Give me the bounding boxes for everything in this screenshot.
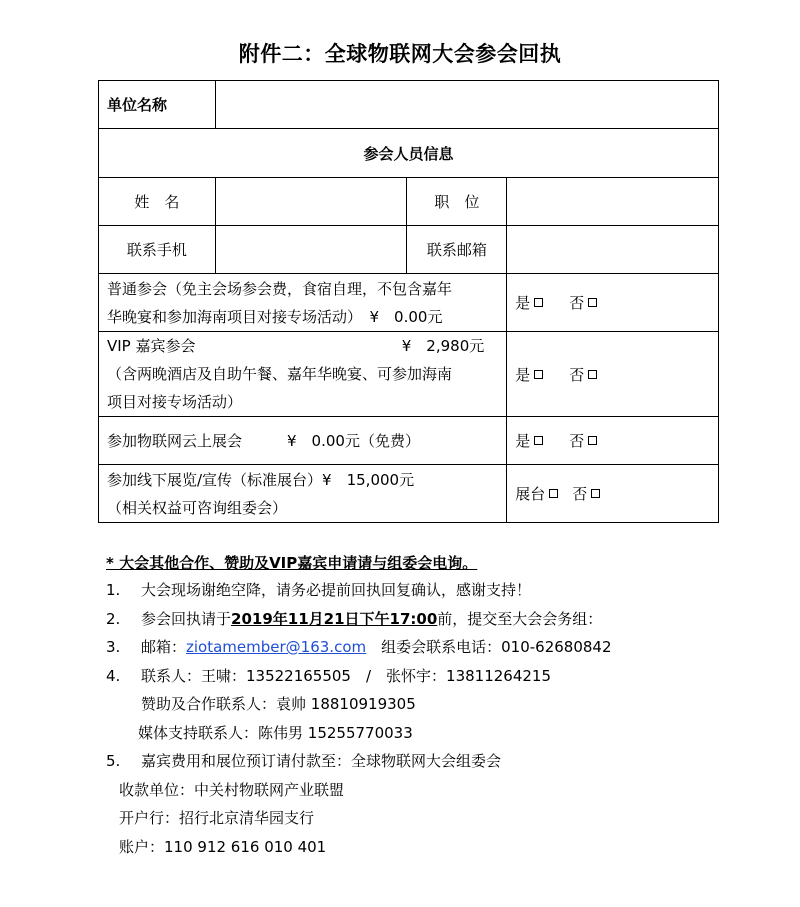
account-info: 账户：110 912 616 010 401 (119, 837, 327, 856)
option-regular-line2: 华晚宴和参加海南项目对接专场活动） ¥ 0.00元 (107, 307, 443, 326)
option-vip-name: VIP 嘉宾参会 (107, 337, 196, 355)
note-item-4 (106, 662, 612, 691)
yes-label: 是 (515, 432, 531, 450)
note-item-3 (106, 633, 612, 662)
name-field[interactable] (215, 178, 407, 226)
option-vip (99, 332, 507, 417)
yes-label: 是 (515, 365, 531, 384)
media-contact: 媒体支持联系人：陈伟男 15255770033 (138, 723, 413, 742)
phone-field[interactable] (215, 226, 407, 274)
checkbox-no[interactable] (591, 489, 600, 498)
note-text: 前，提交至大会会务组： (437, 609, 603, 628)
note-item-1 (106, 576, 612, 605)
booth-label: 展台 (515, 485, 546, 503)
option-regular-line1: 普通参会（免主会场参会费，食宿自理，不包含嘉年 (107, 279, 453, 298)
notes-section (106, 552, 612, 861)
option-regular-choice (507, 274, 719, 332)
note-text: 大会现场谢绝空降，请务必提前回执回复确认，感谢支持！ (141, 581, 532, 599)
name-label: 姓 名 (99, 178, 216, 226)
note-text: 嘉宾费用和展位预订请付款至：全球物联网大会组委会 (141, 752, 502, 770)
yes-label: 是 (515, 294, 531, 312)
note-number: 1. (106, 581, 121, 599)
checkbox-no[interactable] (588, 298, 597, 307)
note-number: 2. (106, 609, 121, 628)
checkbox-no[interactable] (588, 370, 597, 379)
option-vip-line3: 项目对接专场活动） (107, 393, 243, 411)
unit-name-label: 单位名称 (99, 81, 216, 129)
position-field[interactable] (507, 178, 719, 226)
bank-info: 开户行：招行北京清华园支行 (119, 809, 315, 827)
note-text: 参会回执请于 (141, 609, 232, 628)
note-item-5 (106, 747, 612, 776)
note-number: 5. (106, 752, 121, 770)
checkbox-yes[interactable] (534, 436, 543, 445)
sponsor-contact: 赞助及合作联系人：袁帅 18810919305 (141, 695, 416, 713)
note-text: 邮箱： (141, 638, 187, 656)
option-offline (99, 465, 507, 523)
checkbox-yes[interactable] (534, 298, 543, 307)
option-offline-choice (507, 465, 719, 523)
option-online-choice (507, 417, 719, 465)
no-label: 否 (569, 365, 585, 384)
note-number: 3. (106, 638, 121, 656)
registration-form (98, 80, 719, 523)
option-offline-line1: 参加线下展览/宣传（标准展台）¥ 15,000元 (107, 470, 415, 489)
phone-label: 联系手机 (99, 226, 216, 274)
option-offline-line2: （相关权益可咨询组委会） (107, 498, 288, 517)
position-label: 职 位 (407, 178, 507, 226)
option-vip-price: ¥ 2,980元 (401, 337, 485, 355)
option-vip-choice (507, 332, 719, 417)
attendee-section-title: 参会人员信息 (99, 129, 719, 178)
no-label: 否 (572, 485, 588, 503)
email-label: 联系邮箱 (407, 226, 507, 274)
option-online (99, 417, 507, 465)
checkbox-booth[interactable] (549, 489, 558, 498)
payee-info: 收款单位：中关村物联网产业联盟 (119, 780, 345, 799)
option-vip-line2: （含两晚酒店及自助午餐、嘉年华晚宴、可参加海南 (107, 365, 453, 383)
page-title: 附件二：全球物联网大会参会回执 (238, 42, 562, 66)
note-text: 联系人：王啸：13522165505 / 张怀宇：13811264215 (141, 666, 552, 685)
option-online-line1: 参加物联网云上展会 ¥ 0.00元（免费） (107, 431, 420, 450)
note-item-2 (106, 605, 612, 634)
email-field[interactable] (507, 226, 719, 274)
no-label: 否 (569, 432, 585, 450)
note-number: 4. (106, 666, 121, 685)
no-label: 否 (569, 294, 585, 312)
email-link[interactable]: ziotamember@163.com (186, 638, 367, 656)
deadline-date: 2019年11月21日下午17:00 (231, 609, 438, 628)
unit-name-field[interactable] (215, 81, 718, 129)
note-text: 组委会联系电话：010-62680842 (366, 638, 612, 656)
notes-heading: * 大会其他合作、赞助及VIP嘉宾申请请与组委会电询。 (106, 554, 478, 572)
option-regular (99, 274, 507, 332)
checkbox-yes[interactable] (534, 370, 543, 379)
checkbox-no[interactable] (588, 436, 597, 445)
